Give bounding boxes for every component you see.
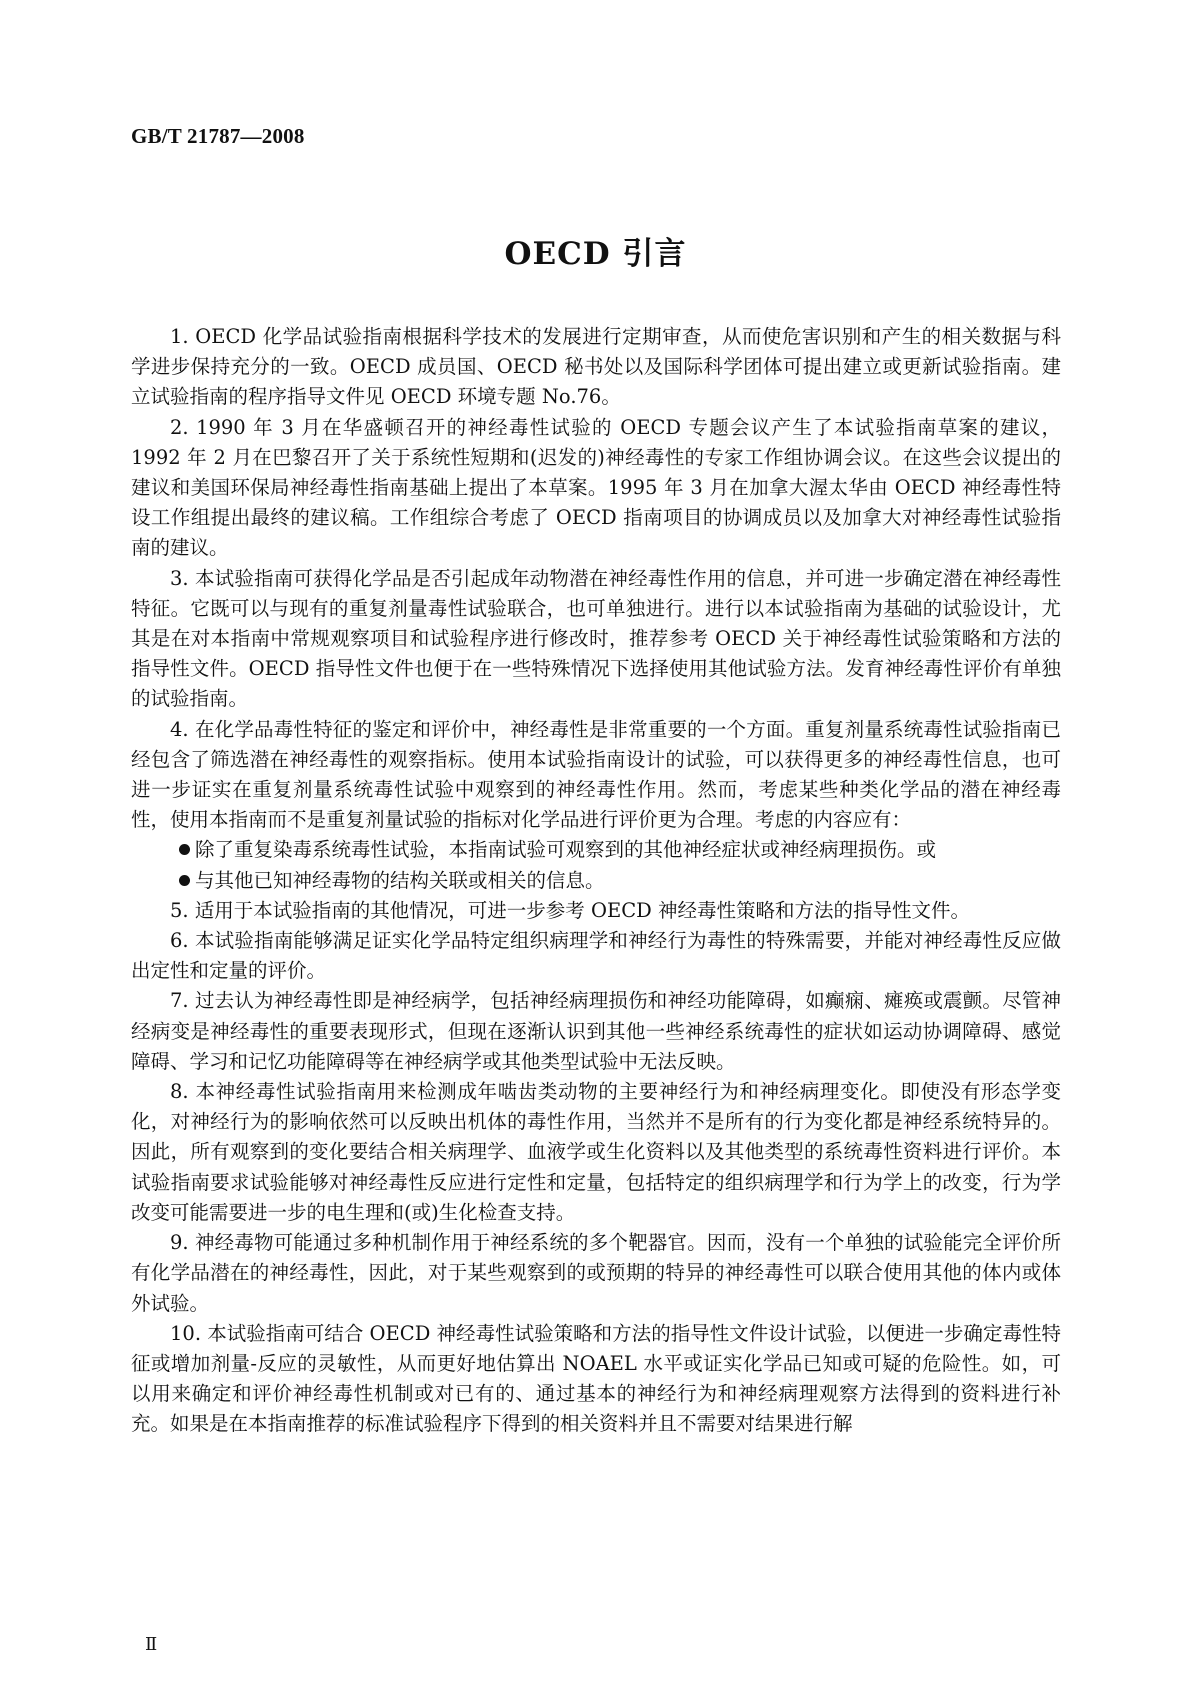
body-text	[131, 322, 1061, 1440]
page-number: Ⅱ	[145, 1634, 158, 1654]
bullet-item-2	[131, 866, 1061, 896]
page-title: OECD 引言	[504, 236, 687, 272]
paragraph-2: 2. 1990 年 3 月在华盛顿召开的神经毒性试验的 OECD 专题会议产生了本试验指南草案的建议，1992 年 2 月在巴黎召开了关于系统性短期和(迟发的)神经毒性的专家工作组协调会议。在这些会议提出的建议和美国环保局神经毒性指南基础上提出了本草案。1995 年 3 月在加拿大渥太华由 OECD 神经毒性特设工作组提出最终的建议稿。工作组综合考虑了 OECD 指南项目的协调成员以及加拿大对神经毒性试验指南的建议。	[131, 415, 1061, 560]
paragraph-9: 9. 神经毒物可能通过多种机制作用于神经系统的多个靶器官。因而，没有一个单独的试验能完全评价所有化学品潜在的神经毒性，因此，对于某些观察到的或预期的特异的神经毒性可以联合使用其他的体内或体外试验。	[131, 1231, 1061, 1315]
bullet-text-2: 与其他已知神经毒物的结构关联或相关的信息。	[195, 868, 605, 892]
paragraph-8: 8. 本神经毒性试验指南用来检测成年啮齿类动物的主要神经行为和神经病理变化。即使没有形态学变化，对神经行为的影响依然可以反映出机体的毒性作用，当然并不是所有的行为变化都是神经系统特异的。因此，所有观察到的变化要结合相关病理学、血液学或生化资料以及其他类型的系统毒性资料进行评价。本试验指南要求试验能够对神经毒性反应进行定性和定量，包括特定的组织病理学和行为学上的改变，行为学改变可能需要进一步的电生理和(或)生化检查支持。	[131, 1080, 1061, 1224]
paragraph-5: 5. 适用于本试验指南的其他情况，可进一步参考 OECD 神经毒性策略和方法的指导性文件。	[170, 898, 970, 922]
paragraph-3: 3. 本试验指南可获得化学品是否引起成年动物潜在神经毒性作用的信息，并可进一步确定潜在神经毒性特征。它既可以与现有的重复剂量毒性试验联合，也可单独进行。进行以本试验指南为基础的试验设计，尤其是在对本指南中常规观察项目和试验程序进行修改时，推荐参考 OECD 关于神经毒性试验策略和方法的指导性文件。OECD 指导性文件也便于在一些特殊情况下选择使用其他试验方法。发育神经毒性评价有单独的试验指南。	[131, 566, 1061, 711]
bullet-dot-icon	[179, 844, 190, 855]
bullet-item-1	[131, 835, 1061, 865]
standard-code: GB/T 21787—2008	[131, 124, 305, 148]
paragraph-10: 10. 本试验指南可结合 OECD 神经毒性试验策略和方法的指导性文件设计试验，以便进一步确定毒性特征或增加剂量-反应的灵敏性，从而更好地估算出 NOAEL 水平或证实化学品已知或可疑的危险性。如，可以用来确定和评价神经毒性机制或对已有的、通过基本的神经行为和神经病理观察方法得到的资料进行补充。如果是在本指南推荐的标准试验程序下得到的相关资料并且不需要对结果进行解	[131, 1321, 1061, 1436]
paragraph-6: 6. 本试验指南能够满足证实化学品特定组织病理学和神经行为毒性的特殊需要，并能对神经毒性反应做出定性和定量的评价。	[131, 929, 1061, 983]
paragraph-4: 4. 在化学品毒性特征的鉴定和评价中，神经毒性是非常重要的一个方面。重复剂量系统毒性试验指南已经包含了筛选潜在神经毒性的观察指标。使用本试验指南设计的试验，可以获得更多的神经毒性信息，也可进一步证实在重复剂量系统毒性试验中观察到的神经毒性作用。然而，考虑某些种类化学品的潜在神经毒性，使用本指南而不是重复剂量试验的指标对化学品进行评价更为合理。考虑的内容应有：	[131, 717, 1061, 832]
paragraph-1: 1. OECD 化学品试验指南根据科学技术的发展进行定期审查，从而使危害识别和产生的相关数据与科学进步保持充分的一致。OECD 成员国、OECD 秘书处以及国际科学团体可提出建立或更新试验指南。建立试验指南的程序指导文件见 OECD 环境专题 No.76。	[131, 325, 1061, 409]
paragraph-7: 7. 过去认为神经毒性即是神经病学，包括神经病理损伤和神经功能障碍，如癫痫、瘫痪或震颤。尽管神经病变是神经毒性的重要表现形式，但现在逐渐认识到其他一些神经系统毒性的症状如运动协调障碍、感觉障碍、学习和记忆功能障碍等在神经病学或其他类型试验中无法反映。	[131, 989, 1061, 1073]
bullet-text-1: 除了重复染毒系统毒性试验，本指南试验可观察到的其他神经症状或神经病理损伤。或	[195, 838, 937, 862]
bullet-dot-icon	[179, 875, 190, 886]
